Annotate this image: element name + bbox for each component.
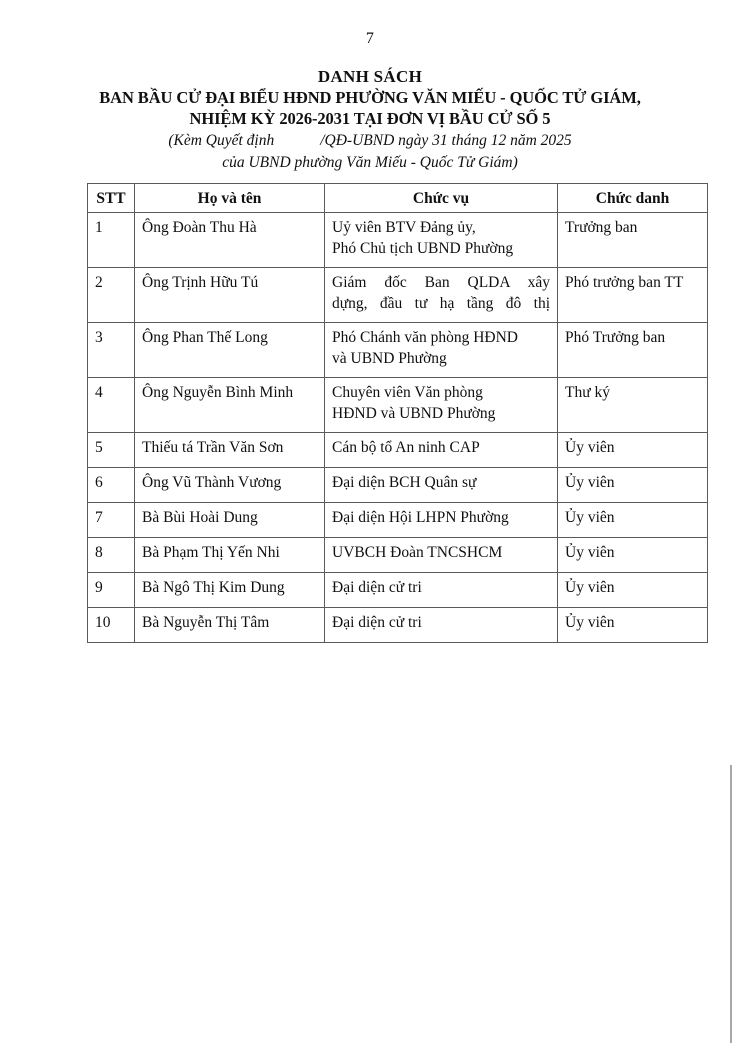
cell-role-line-1: Uỷ viên BTV Đảng ủy, xyxy=(332,219,476,236)
cell-title: Ủy viên xyxy=(558,468,708,503)
cell-role-line-1: Giám đốc Ban QLDA xây xyxy=(332,274,550,291)
roster-table-container xyxy=(87,183,707,643)
table-row xyxy=(88,573,708,608)
table-row xyxy=(88,608,708,643)
cell-role xyxy=(325,433,558,468)
cell-title: Phó trưởng ban TT xyxy=(558,268,708,323)
cell-role xyxy=(325,213,558,268)
table-row xyxy=(88,213,708,268)
cell-role-line-1: Đại diện BCH Quân sự xyxy=(332,474,477,491)
cell-name: Thiếu tá Trần Văn Sơn xyxy=(135,433,325,468)
cell-name: Ông Đoàn Thu Hà xyxy=(135,213,325,268)
cell-role-line-1: Chuyên viên Văn phòng xyxy=(332,384,483,401)
cell-role-line-2: và UBND Phường xyxy=(332,350,447,367)
heading-line-2: BAN BẦU CỬ ĐẠI BIỂU HĐND PHƯỜNG VĂN MIẾU - QUỐC TỬ GIÁM, xyxy=(99,88,641,107)
cell-stt: 2 xyxy=(88,268,135,323)
cell-stt: 4 xyxy=(88,378,135,433)
page-number: 7 xyxy=(365,30,375,47)
cell-title: Ủy viên xyxy=(558,538,708,573)
table-row xyxy=(88,433,708,468)
cell-role xyxy=(325,268,558,323)
cell-title: Ủy viên xyxy=(558,433,708,468)
table-row xyxy=(88,503,708,538)
cell-title: Ủy viên xyxy=(558,573,708,608)
heading-subtitle-line-2: của UBND phường Văn Miếu - Quốc Tử Giám) xyxy=(222,154,518,171)
heading-line-1: DANH SÁCH xyxy=(317,67,423,86)
subtitle-suffix: /QĐ-UBND ngày 31 tháng 12 năm 2025 xyxy=(320,132,572,149)
cell-name: Bà Ngô Thị Kim Dung xyxy=(135,573,325,608)
cell-stt: 7 xyxy=(88,503,135,538)
cell-role xyxy=(325,378,558,433)
cell-title: Phó Trưởng ban xyxy=(558,323,708,378)
document-heading xyxy=(0,66,740,173)
table-row xyxy=(88,268,708,323)
cell-stt: 6 xyxy=(88,468,135,503)
cell-stt: 5 xyxy=(88,433,135,468)
cell-role-line-2: Phó Chủ tịch UBND Phường xyxy=(332,240,514,257)
column-header-stt: STT xyxy=(88,184,135,213)
table-row xyxy=(88,378,708,433)
table-row xyxy=(88,538,708,573)
cell-role xyxy=(325,468,558,503)
column-header-title: Chức danh xyxy=(558,184,708,213)
cell-title: Thư ký xyxy=(558,378,708,433)
cell-name: Ông Nguyễn Bình Minh xyxy=(135,378,325,433)
table-row xyxy=(88,323,708,378)
cell-name: Ông Vũ Thành Vương xyxy=(135,468,325,503)
cell-role-line-2: HĐND và UBND Phường xyxy=(332,405,496,422)
cell-role xyxy=(325,608,558,643)
cell-stt: 8 xyxy=(88,538,135,573)
cell-name: Ông Trịnh Hữu Tú xyxy=(135,268,325,323)
cell-stt: 1 xyxy=(88,213,135,268)
cell-role-line-1: UVBCH Đoàn TNCSHCM xyxy=(332,544,503,561)
scan-artifact-line xyxy=(730,765,732,1043)
cell-title: Trưởng ban xyxy=(558,213,708,268)
cell-name: Ông Phan Thế Long xyxy=(135,323,325,378)
table-header-row xyxy=(88,184,708,213)
cell-role xyxy=(325,323,558,378)
column-header-role: Chức vụ xyxy=(325,184,558,213)
cell-role xyxy=(325,503,558,538)
table-row xyxy=(88,468,708,503)
cell-role xyxy=(325,538,558,573)
cell-role-line-1: Cán bộ tổ An ninh CAP xyxy=(332,439,480,456)
cell-role-line-1: Đại diện Hội LHPN Phường xyxy=(332,509,509,526)
cell-role-line-1: Phó Chánh văn phòng HĐND xyxy=(332,329,518,346)
cell-name: Bà Nguyễn Thị Tâm xyxy=(135,608,325,643)
cell-name: Bà Bùi Hoài Dung xyxy=(135,503,325,538)
cell-role-line-1: Đại diện cử tri xyxy=(332,579,422,596)
cell-role-line-1: Đại diện cử tri xyxy=(332,614,422,631)
roster-table xyxy=(87,183,708,643)
column-header-name: Họ và tên xyxy=(135,184,325,213)
cell-stt: 9 xyxy=(88,573,135,608)
roster-table-body xyxy=(88,213,708,643)
cell-stt: 3 xyxy=(88,323,135,378)
subtitle-prefix: (Kèm Quyết định xyxy=(168,132,275,149)
cell-role-line-2: dựng, đầu tư hạ tầng đô thị xyxy=(332,295,550,312)
cell-stt: 10 xyxy=(88,608,135,643)
heading-line-3: NHIỆM KỲ 2026-2031 TẠI ĐƠN VỊ BẦU CỬ SỐ 5 xyxy=(189,109,551,128)
cell-role xyxy=(325,573,558,608)
cell-title: Ủy viên xyxy=(558,503,708,538)
cell-name: Bà Phạm Thị Yến Nhi xyxy=(135,538,325,573)
cell-title: Ủy viên xyxy=(558,608,708,643)
heading-subtitle-line-1 xyxy=(0,131,740,151)
